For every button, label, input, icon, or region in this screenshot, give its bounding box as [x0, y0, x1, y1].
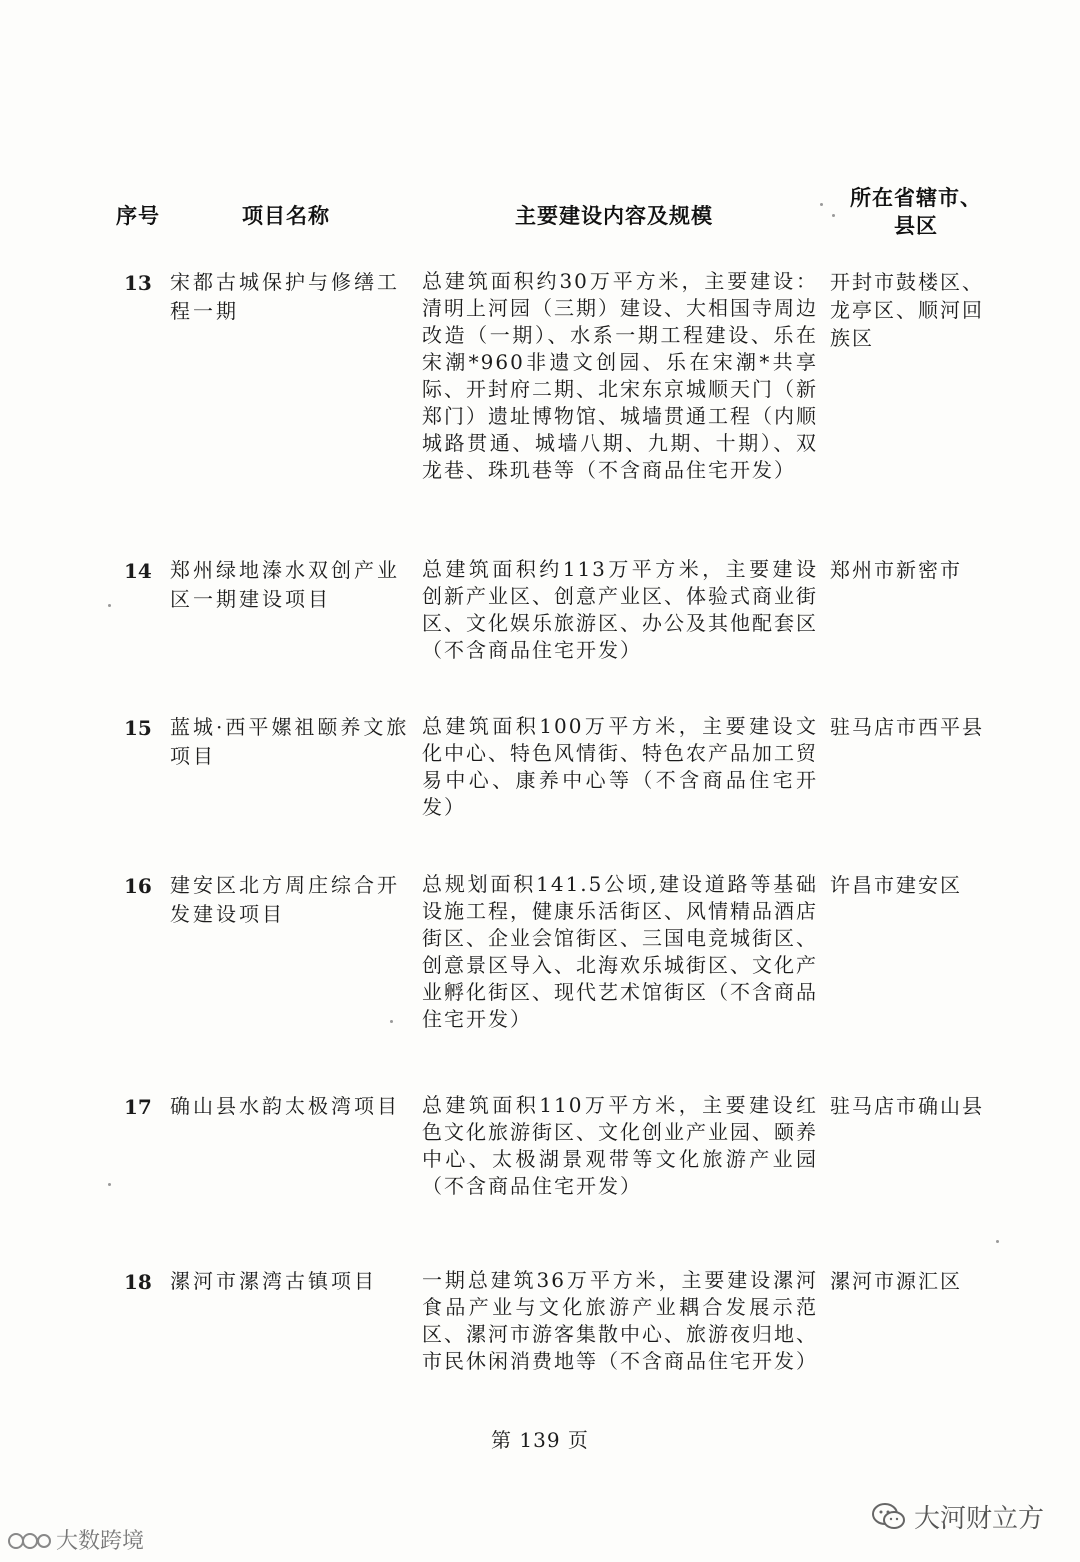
- row-region: 开封市鼓楼区、龙亭区、顺河回族区: [830, 270, 984, 350]
- row-region: 驻马店市西平县: [830, 715, 984, 739]
- row-seq: 18: [124, 1270, 152, 1294]
- row-seq: 16: [124, 874, 152, 898]
- row-region: 郑州市新密市: [830, 558, 962, 582]
- row-seq: 17: [124, 1095, 152, 1119]
- row-region: 驻马店市确山县: [830, 1094, 984, 1118]
- row-project-name: 郑州绿地溱水双创产业区一期建设项目: [170, 558, 400, 611]
- scan-speck: [108, 1183, 111, 1186]
- watermark-left-text: 大数跨境: [56, 1529, 145, 1554]
- row-project-name: 蓝城·西平嫘祖颐养文旅项目: [170, 715, 410, 768]
- row-content: 总建筑面积100万平方米，主要建设文化中心、特色风情街、特色农产品加工贸易中心、康养中心等（不含商品住宅开发）: [422, 714, 818, 819]
- header-project-name: 项目名称: [242, 204, 330, 228]
- header-region: [846, 184, 986, 240]
- row-content: 总规划面积141.5公顷,建设道路等基础设施工程，健康乐活街区、风情精品酒店街区、企业会馆街区、三国电竞城街区、创意景区导入、北海欢乐城街区、文化产业孵化街区、现代艺术馆街区（不含商品住宅开发）: [422, 872, 818, 1031]
- watermark-logo-icon: [6, 1527, 52, 1553]
- row-project-name: 宋都古城保护与修缮工程一期: [170, 270, 400, 323]
- scan-speck: [996, 1240, 999, 1243]
- watermark-right-text: 大河财立方: [913, 1504, 1044, 1534]
- row-region: 漯河市源汇区: [830, 1269, 962, 1293]
- row-content: 一期总建筑36万平方米，主要建设漯河食品产业与文化旅游产业耦合发展示范区、漯河市游客集散中心、旅游夜归地、市民休闲消费地等（不含商品住宅开发）: [422, 1268, 818, 1373]
- row-content: 总建筑面积约30万平方米，主要建设：清明上河园（三期）建设、大相国寺周边改造（一期）、水系一期工程建设、乐在宋潮*960非遗文创园、乐在宋潮*共享际、开封府二期、北宋东京城顺天门（新郑门）遗址博物馆、城墙贯通工程（内顺城路贯通、城墙八期、九期、十期）、双龙巷、珠玑巷等（不含商品住宅开发）: [422, 269, 818, 482]
- watermark-left: [6, 1524, 144, 1555]
- scan-speck: [832, 214, 835, 217]
- row-project-name: 确山县水韵太极湾项目: [170, 1094, 400, 1118]
- row-project-name: 建安区北方周庄综合开发建设项目: [170, 873, 400, 926]
- row-content: 总建筑面积约113万平方米，主要建设创新产业区、创意产业区、体验式商业街区、文化娱乐旅游区、办公及其他配套区（不含商品住宅开发）: [422, 557, 818, 662]
- row-seq: 13: [124, 271, 152, 295]
- scan-speck: [108, 604, 111, 607]
- header-region-line1: 所在省辖市、: [850, 186, 982, 210]
- watermark-right: [872, 1498, 1044, 1535]
- header-content: 主要建设内容及规模: [515, 204, 713, 228]
- row-seq: 15: [124, 716, 152, 740]
- row-seq: 14: [124, 559, 152, 583]
- scan-speck: [820, 203, 823, 206]
- page-number: 第 139 页: [491, 1428, 589, 1452]
- row-project-name: 漯河市漯湾古镇项目: [170, 1269, 377, 1293]
- scan-speck: [390, 1020, 393, 1023]
- wechat-icon: [872, 1503, 906, 1531]
- row-content: 总建筑面积110万平方米，主要建设红色文化旅游街区、文化创业产业园、颐养中心、太极湖景观带等文化旅游产业园（不含商品住宅开发）: [422, 1093, 818, 1198]
- header-seq: 序号: [116, 204, 160, 228]
- header-region-line2: 县区: [894, 214, 938, 238]
- row-region: 许昌市建安区: [830, 873, 962, 897]
